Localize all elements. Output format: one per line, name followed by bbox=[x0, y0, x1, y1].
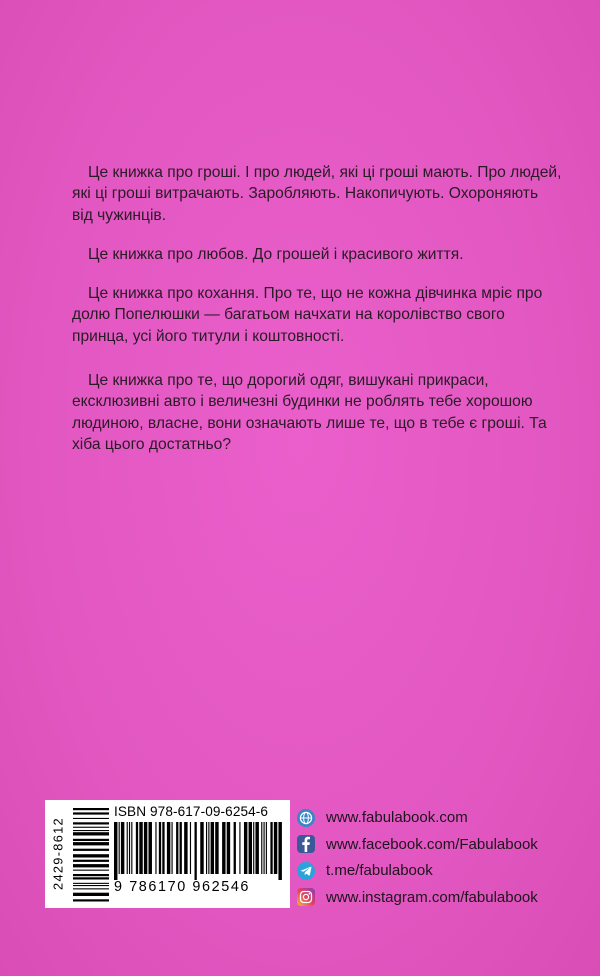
instagram-icon bbox=[297, 888, 315, 906]
barcode-bar bbox=[239, 822, 240, 874]
barcode-bar bbox=[249, 822, 252, 874]
barcode-bar bbox=[270, 822, 272, 874]
barcode-bar bbox=[215, 822, 218, 874]
barcode-bar bbox=[159, 822, 161, 874]
barcode-bar bbox=[176, 822, 178, 874]
barcode-bar bbox=[264, 822, 265, 874]
barcode-bar bbox=[200, 822, 203, 874]
addon-bar bbox=[73, 849, 109, 851]
barcode-bar bbox=[121, 822, 124, 874]
addon-bar bbox=[73, 839, 109, 841]
barcode-bar bbox=[114, 822, 117, 880]
addon-bar bbox=[73, 808, 109, 810]
addon-digits-wrap bbox=[48, 810, 70, 902]
barcode-digits: 9 786170 962546 bbox=[114, 879, 251, 895]
blurb-paragraph-4: Це книжка про те, що дорогий одяг, вишукані прикраси, ексклюзивні авто і величезні будинки не роблять тебе хорошою людиною, власне, вони означають лише те, що в тебе є гроші. Та хіба цього достатньо? bbox=[72, 372, 547, 453]
barcode-bar bbox=[162, 822, 164, 874]
barcode-bar bbox=[211, 822, 214, 874]
addon-bar bbox=[73, 888, 109, 889]
addon-bar bbox=[73, 864, 109, 867]
addon-bar bbox=[73, 885, 109, 886]
addon-bar bbox=[73, 893, 109, 896]
barcode-bar bbox=[255, 822, 258, 874]
addon-bar bbox=[73, 860, 109, 862]
blurb-paragraph-2: Це книжка про любов. До грошей і красивого життя. bbox=[88, 245, 464, 263]
barcode-bar bbox=[184, 822, 187, 874]
barcode-bar bbox=[234, 822, 236, 874]
addon-bar bbox=[73, 874, 109, 876]
isbn-label: ISBN 978-617-09-6254-6 bbox=[114, 804, 269, 819]
instagram-link[interactable] bbox=[297, 886, 538, 909]
addon-bar bbox=[73, 854, 109, 857]
barcode-bar bbox=[274, 822, 277, 874]
barcode-bar bbox=[206, 822, 207, 874]
addon-bar bbox=[73, 883, 109, 884]
addon-bar bbox=[73, 818, 109, 819]
facebook-link[interactable] bbox=[297, 833, 538, 856]
barcode-bar bbox=[144, 822, 147, 874]
addon-bar bbox=[73, 842, 109, 845]
blurb-paragraph-3: Це книжка про кохання. Про те, що не кожна дівчинка мріє про долю Попелюшки — багатьом начхати на королівство свого принца, усі його титули і коштовності. bbox=[72, 285, 543, 345]
telegram-link[interactable] bbox=[297, 859, 538, 882]
website-link-text: www.fabulabook.com bbox=[326, 809, 468, 826]
barcode-bar bbox=[222, 822, 225, 874]
isbn-barcode bbox=[112, 822, 282, 880]
barcode-bar bbox=[266, 822, 267, 874]
barcode-bar bbox=[139, 822, 142, 874]
addon-bar bbox=[73, 830, 109, 831]
barcode-bar bbox=[129, 822, 130, 874]
barcode-bar bbox=[131, 822, 132, 874]
telegram-link-text: t.me/fabulabook bbox=[326, 862, 433, 879]
barcode-bar bbox=[127, 822, 128, 874]
addon-bar bbox=[73, 812, 109, 814]
barcode-bar bbox=[208, 822, 209, 874]
addon-bar bbox=[73, 899, 109, 901]
barcode-bar bbox=[195, 822, 197, 880]
barcode-bar bbox=[227, 822, 230, 874]
barcode-bar bbox=[172, 822, 173, 874]
barcode-bar bbox=[261, 822, 262, 874]
publisher-links bbox=[297, 806, 538, 912]
addon-bar bbox=[73, 877, 109, 879]
barcode-bar bbox=[155, 822, 156, 874]
barcode-bar bbox=[136, 822, 138, 874]
instagram-link-text: www.instagram.com/fabulabook bbox=[326, 888, 538, 906]
barcode-bar bbox=[119, 822, 120, 874]
addon-bar bbox=[73, 832, 109, 835]
blurb-text bbox=[72, 162, 562, 473]
barcode-bar bbox=[149, 822, 152, 874]
addon-barcode bbox=[73, 806, 111, 902]
barcode-bar bbox=[180, 822, 182, 874]
barcode-bar bbox=[190, 822, 191, 874]
barcode-bar bbox=[167, 822, 170, 874]
website-link[interactable] bbox=[297, 806, 538, 829]
addon-bar bbox=[73, 870, 109, 871]
addon-bar bbox=[73, 822, 109, 824]
barcode-bar bbox=[278, 822, 281, 880]
barcode-bar bbox=[253, 822, 254, 874]
facebook-link-text: www.facebook.com/Fabulabook bbox=[326, 835, 538, 853]
telegram-icon bbox=[297, 862, 315, 880]
facebook-icon bbox=[297, 835, 315, 853]
addon-digits: 2429-8612 bbox=[50, 817, 66, 890]
globe-icon bbox=[297, 809, 315, 827]
blurb-paragraph-1: Це книжка про гроші. І про людей, які ці гроші мають. Про людей, які ці гроші витрачають. Заробляють. Накопичують. Охороняють від чужинців. bbox=[72, 164, 562, 224]
barcode-bar bbox=[244, 822, 247, 874]
addon-bar bbox=[73, 827, 109, 828]
